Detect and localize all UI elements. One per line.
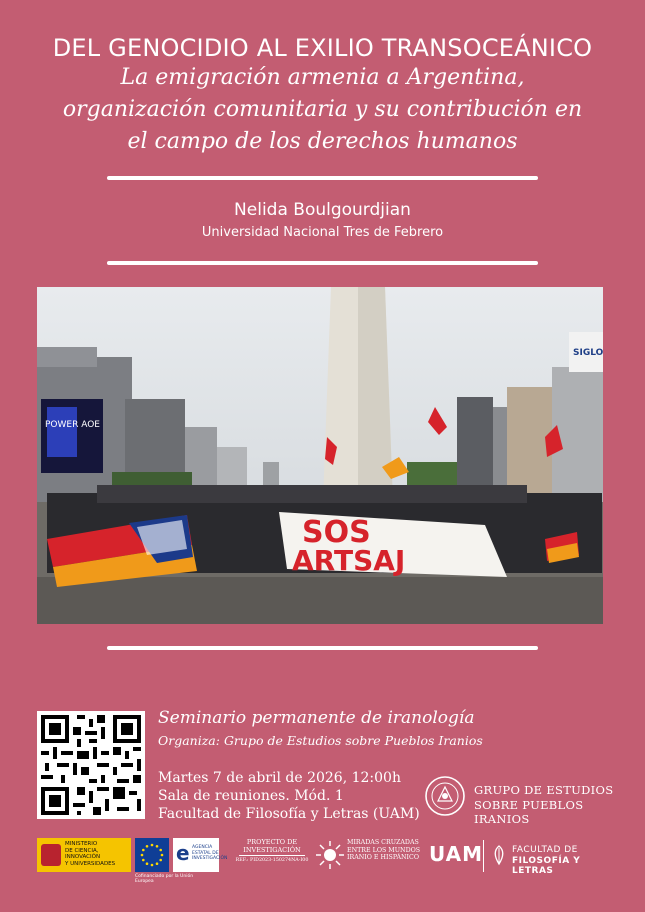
miradas-line-1: MIRADAS CRUZADAS — [347, 839, 419, 846]
project-line-1: PROYECTO DE — [246, 838, 298, 846]
divider-rule-3 — [107, 646, 538, 650]
project-line-2: INVESTIGACIÓN — [243, 846, 301, 854]
group-logo-line-2: SOBRE PUEBLOS IRANIOS — [474, 798, 584, 826]
aei-line-3: INVESTIGACIÓN — [192, 856, 228, 861]
ministry-line-2: DE CIENCIA, INNOVACIÓN — [65, 847, 101, 860]
aei-e-icon: e — [176, 841, 190, 865]
sponsor-logos — [37, 838, 617, 884]
subtitle-line-2: organización comunitaria y su contribución en — [62, 97, 583, 122]
aei-logo — [173, 838, 228, 872]
subtitle-line-3: el campo de los derechos humanos — [127, 129, 518, 154]
faculty-logo — [483, 840, 624, 876]
project-logo — [233, 838, 311, 872]
ministry-logo — [37, 838, 131, 872]
event-room: Sala de reuniones. Mód. 1 — [158, 788, 344, 804]
ministry-line-3: Y UNIVERSIDADES — [65, 860, 116, 867]
miradas-logo — [315, 838, 425, 872]
subtitle-line-1: La emigración armenia a Argentina, — [120, 65, 525, 90]
uam-logo: UAM — [429, 842, 484, 866]
group-logo — [424, 773, 624, 826]
building-left-top — [37, 347, 97, 367]
aei-line-1: AGENCIA — [192, 845, 213, 850]
spain-shield-icon — [41, 844, 61, 866]
billboard-right-text: SIGLO — [573, 348, 603, 358]
poster-subtitle — [20, 62, 625, 158]
event-date: Martes 7 de abril de 2026, 12:00h — [158, 770, 401, 786]
group-logo-line-1: GRUPO DE ESTUDIOS — [474, 783, 614, 797]
group-emblem-icon — [424, 775, 466, 817]
organizer: Organiza: Grupo de Estudios sobre Pueblos Iranios — [158, 733, 483, 748]
project-separator — [239, 855, 305, 856]
faculty-line-2: FILOSOFÍA Y LETRAS — [512, 856, 581, 876]
project-ref: REF.: PID2023-150274NA-I00 — [235, 858, 309, 863]
qr-code[interactable] — [37, 711, 145, 819]
event-faculty: Facultad de Filosofía y Letras (UAM) — [158, 806, 420, 822]
speaker-name: Nelida Boulgourdjian — [234, 200, 411, 220]
banner-text-1: SOS — [302, 515, 371, 550]
faculty-emblem-icon — [490, 844, 508, 866]
aei-line-2: ESTATAL DE — [192, 850, 219, 856]
billboard-text: POWER AOE — [45, 420, 100, 430]
poster-title: DEL GENOCIDIO AL EXILIO TRANSOCEÁNICO — [52, 34, 593, 62]
banner-text-2: ARTSAJ — [292, 544, 406, 577]
eu-logo — [135, 838, 194, 884]
ministry-line-1: MINISTERIO — [65, 841, 98, 847]
divider-rule-1 — [107, 176, 538, 180]
sun-icon — [315, 840, 345, 870]
miradas-line-2: ENTRE LOS MUNDOS — [347, 846, 421, 854]
eu-caption: Cofinanciado por la Unión Europea — [135, 874, 194, 884]
eu-stars-icon — [135, 838, 169, 872]
faculty-line-1: FACULTAD DE — [512, 845, 578, 855]
seminar-series: Seminario permanente de iranología — [158, 708, 475, 728]
event-photo — [37, 287, 603, 624]
miradas-line-3: IRANIO E HISPÁNICO — [347, 854, 420, 861]
speaker-affiliation: Universidad Nacional Tres de Febrero — [201, 225, 444, 240]
divider-rule-2 — [107, 261, 538, 265]
